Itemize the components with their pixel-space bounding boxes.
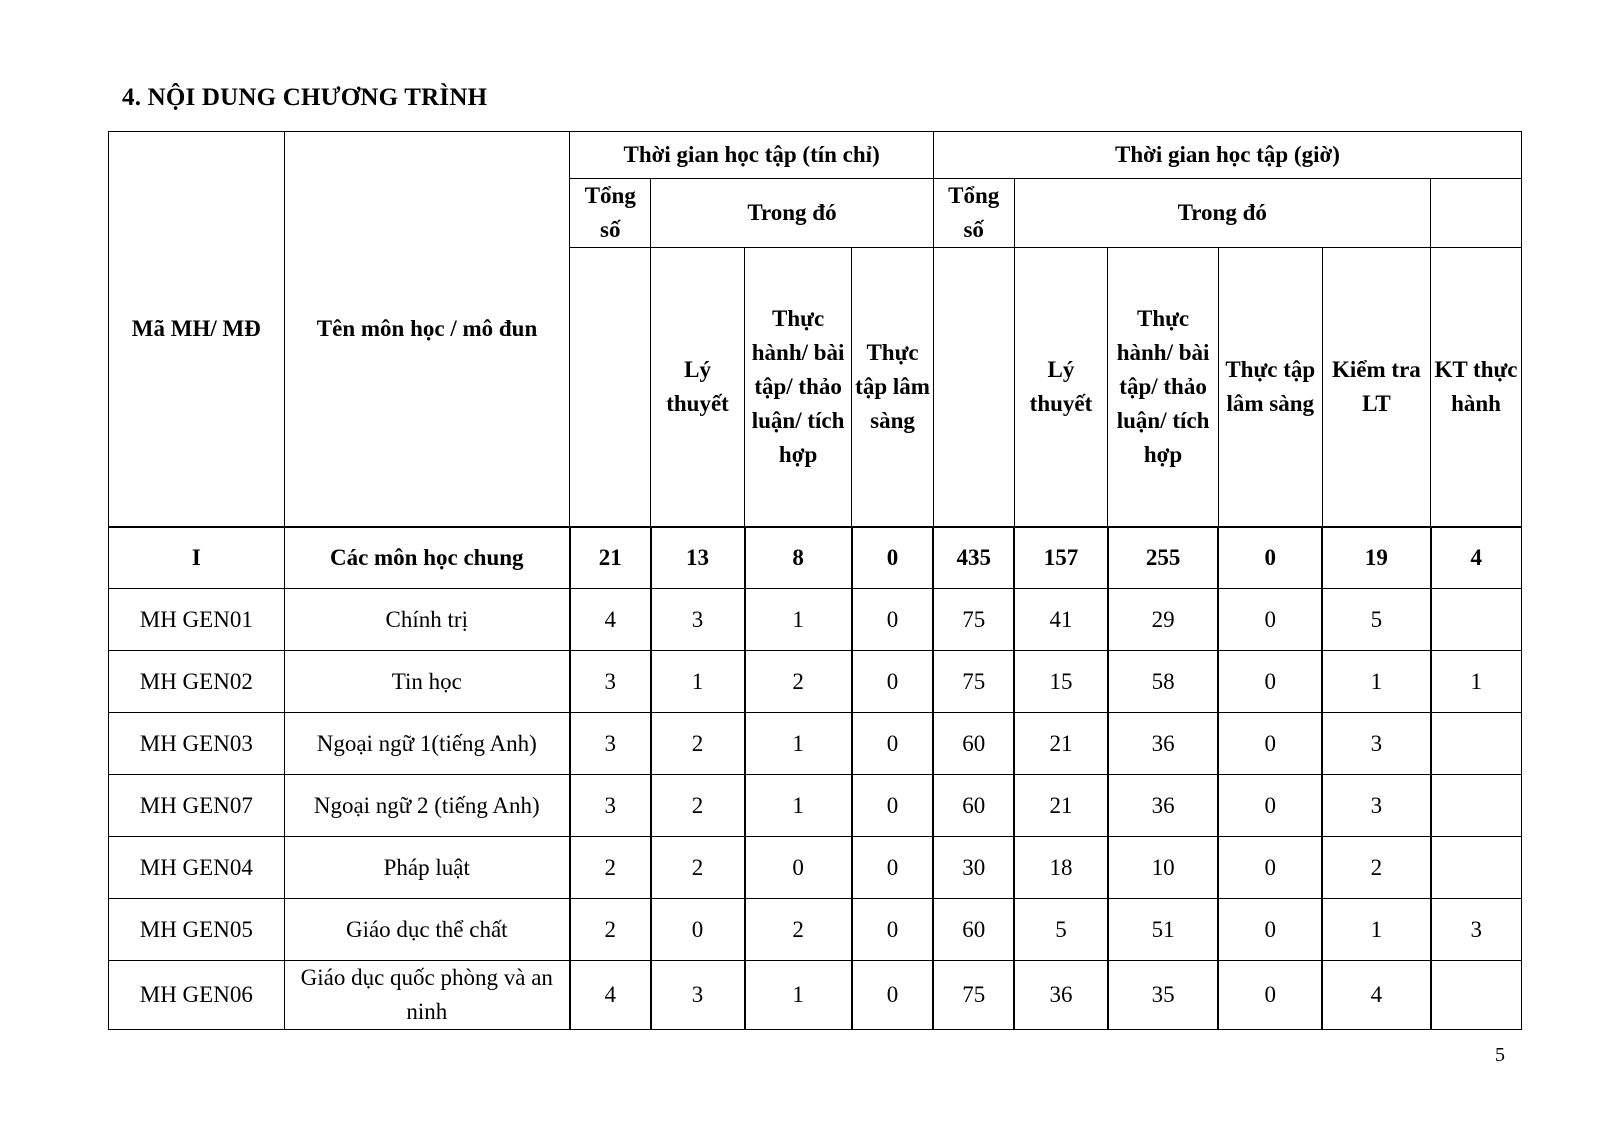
row-cell: 75 [933, 961, 1014, 1030]
header-blank-cell [1431, 179, 1522, 248]
row-cell: 1 [745, 961, 852, 1030]
header-hours-total: Tổng số [933, 179, 1014, 248]
row-code: MH GEN07 [109, 775, 285, 837]
row-cell: 1 [1322, 651, 1430, 713]
header-hours-of-which: Trong đó [1014, 179, 1431, 248]
row-name: Tin học [284, 651, 570, 713]
table-row [109, 837, 1522, 899]
table-row [109, 961, 1522, 1030]
row-cell: 0 [852, 589, 934, 651]
row-cell: 2 [651, 713, 745, 775]
header-hours-theory: Lý thuyết [1014, 248, 1108, 528]
group-cell: 0 [1218, 527, 1322, 589]
table-header [109, 132, 1522, 528]
row-cell: 0 [852, 961, 934, 1030]
row-cell: 5 [1014, 899, 1108, 961]
row-name: Pháp luật [284, 837, 570, 899]
row-cell: 60 [933, 899, 1014, 961]
group-cell: 255 [1108, 527, 1218, 589]
group-code: I [109, 527, 285, 589]
row-code: MH GEN01 [109, 589, 285, 651]
row-cell: 0 [852, 899, 934, 961]
section-title: 4. NỘI DUNG CHƯƠNG TRÌNH [122, 84, 488, 111]
table-row [109, 899, 1522, 961]
row-cell: 36 [1108, 775, 1218, 837]
row-cell: 3 [570, 775, 651, 837]
group-cell: 19 [1322, 527, 1430, 589]
header-test-theory: Kiểm tra LT [1322, 248, 1430, 528]
group-cell: 8 [745, 527, 852, 589]
row-cell: 2 [651, 775, 745, 837]
row-cell: 1 [1431, 651, 1522, 713]
row-cell: 0 [1218, 899, 1322, 961]
row-cell: 3 [570, 713, 651, 775]
row-cell: 2 [651, 837, 745, 899]
row-cell: 1 [651, 651, 745, 713]
row-cell: 21 [1014, 713, 1108, 775]
header-credits-total: Tổng số [570, 179, 651, 248]
row-cell: 0 [651, 899, 745, 961]
header-credits-practice: Thực hành/ bài tập/ thảo luận/ tích hợp [745, 248, 852, 528]
row-code: MH GEN06 [109, 961, 285, 1030]
row-cell: 36 [1108, 713, 1218, 775]
row-cell [1431, 837, 1522, 899]
header-credits-of-which: Trong đó [651, 179, 934, 248]
row-cell: 0 [1218, 713, 1322, 775]
row-cell: 0 [1218, 775, 1322, 837]
header-credits-theory: Lý thuyết [651, 248, 745, 528]
row-cell: 41 [1014, 589, 1108, 651]
row-name: Giáo dục thể chất [284, 899, 570, 961]
row-cell: 10 [1108, 837, 1218, 899]
row-cell [1431, 775, 1522, 837]
row-cell: 3 [651, 961, 745, 1030]
row-name: Giáo dục quốc phòng và an ninh [284, 961, 570, 1030]
header-credits-total-blank [570, 248, 651, 528]
group-cell: 13 [651, 527, 745, 589]
row-cell: 0 [852, 651, 934, 713]
header-hours-group: Thời gian học tập (giờ) [933, 132, 1521, 179]
row-cell: 3 [651, 589, 745, 651]
row-name: Chính trị [284, 589, 570, 651]
row-code: MH GEN03 [109, 713, 285, 775]
row-cell: 0 [852, 775, 934, 837]
row-cell: 1 [745, 713, 852, 775]
row-cell: 3 [570, 651, 651, 713]
group-cell: 21 [570, 527, 651, 589]
group-cell: 157 [1014, 527, 1108, 589]
row-cell: 1 [745, 775, 852, 837]
row-cell: 30 [933, 837, 1014, 899]
row-cell: 29 [1108, 589, 1218, 651]
row-name: Ngoại ngữ 2 (tiếng Anh) [284, 775, 570, 837]
row-cell: 0 [852, 713, 934, 775]
row-cell: 4 [570, 961, 651, 1030]
row-cell: 4 [570, 589, 651, 651]
row-code: MH GEN05 [109, 899, 285, 961]
row-cell: 0 [852, 837, 934, 899]
table-row [109, 775, 1522, 837]
row-cell: 21 [1014, 775, 1108, 837]
group-name: Các môn học chung [284, 527, 570, 589]
row-cell: 60 [933, 713, 1014, 775]
page-number: 5 [1495, 1044, 1505, 1066]
row-cell: 0 [745, 837, 852, 899]
row-cell: 35 [1108, 961, 1218, 1030]
table-row [109, 713, 1522, 775]
row-cell: 2 [745, 899, 852, 961]
row-cell: 3 [1322, 713, 1430, 775]
group-cell: 4 [1431, 527, 1522, 589]
table-row [109, 589, 1522, 651]
row-cell: 0 [1218, 961, 1322, 1030]
row-cell: 5 [1322, 589, 1430, 651]
program-content-table [108, 131, 1522, 1030]
row-name: Ngoại ngữ 1(tiếng Anh) [284, 713, 570, 775]
header-hours-practice: Thực hành/ bài tập/ thảo luận/ tích hợp [1108, 248, 1218, 528]
row-cell: 2 [570, 899, 651, 961]
row-cell: 1 [1322, 899, 1430, 961]
group-cell: 435 [933, 527, 1014, 589]
header-code: Mã MH/ MĐ [109, 132, 285, 528]
row-cell: 75 [933, 589, 1014, 651]
row-cell [1431, 713, 1522, 775]
row-cell: 1 [745, 589, 852, 651]
header-hours-total-blank [933, 248, 1014, 528]
row-cell: 75 [933, 651, 1014, 713]
row-cell: 0 [1218, 837, 1322, 899]
row-cell: 58 [1108, 651, 1218, 713]
row-code: MH GEN02 [109, 651, 285, 713]
row-cell: 0 [1218, 651, 1322, 713]
row-code: MH GEN04 [109, 837, 285, 899]
row-cell [1431, 589, 1522, 651]
table-row [109, 651, 1522, 713]
row-cell: 3 [1431, 899, 1522, 961]
row-cell: 4 [1322, 961, 1430, 1030]
row-cell: 3 [1322, 775, 1430, 837]
row-cell: 2 [1322, 837, 1430, 899]
row-cell: 60 [933, 775, 1014, 837]
group-cell: 0 [852, 527, 934, 589]
row-cell: 51 [1108, 899, 1218, 961]
header-credits-clinical: Thực tập lâm sàng [852, 248, 934, 528]
header-test-practice: KT thực hành [1431, 248, 1522, 528]
row-cell: 2 [570, 837, 651, 899]
header-credits-group: Thời gian học tập (tín chỉ) [570, 132, 933, 179]
row-cell: 2 [745, 651, 852, 713]
header-name: Tên môn học / mô đun [284, 132, 570, 528]
row-cell [1431, 961, 1522, 1030]
row-cell: 15 [1014, 651, 1108, 713]
row-cell: 18 [1014, 837, 1108, 899]
header-hours-clinical: Thực tập lâm sàng [1218, 248, 1322, 528]
group-row [109, 527, 1522, 589]
row-cell: 36 [1014, 961, 1108, 1030]
row-cell: 0 [1218, 589, 1322, 651]
